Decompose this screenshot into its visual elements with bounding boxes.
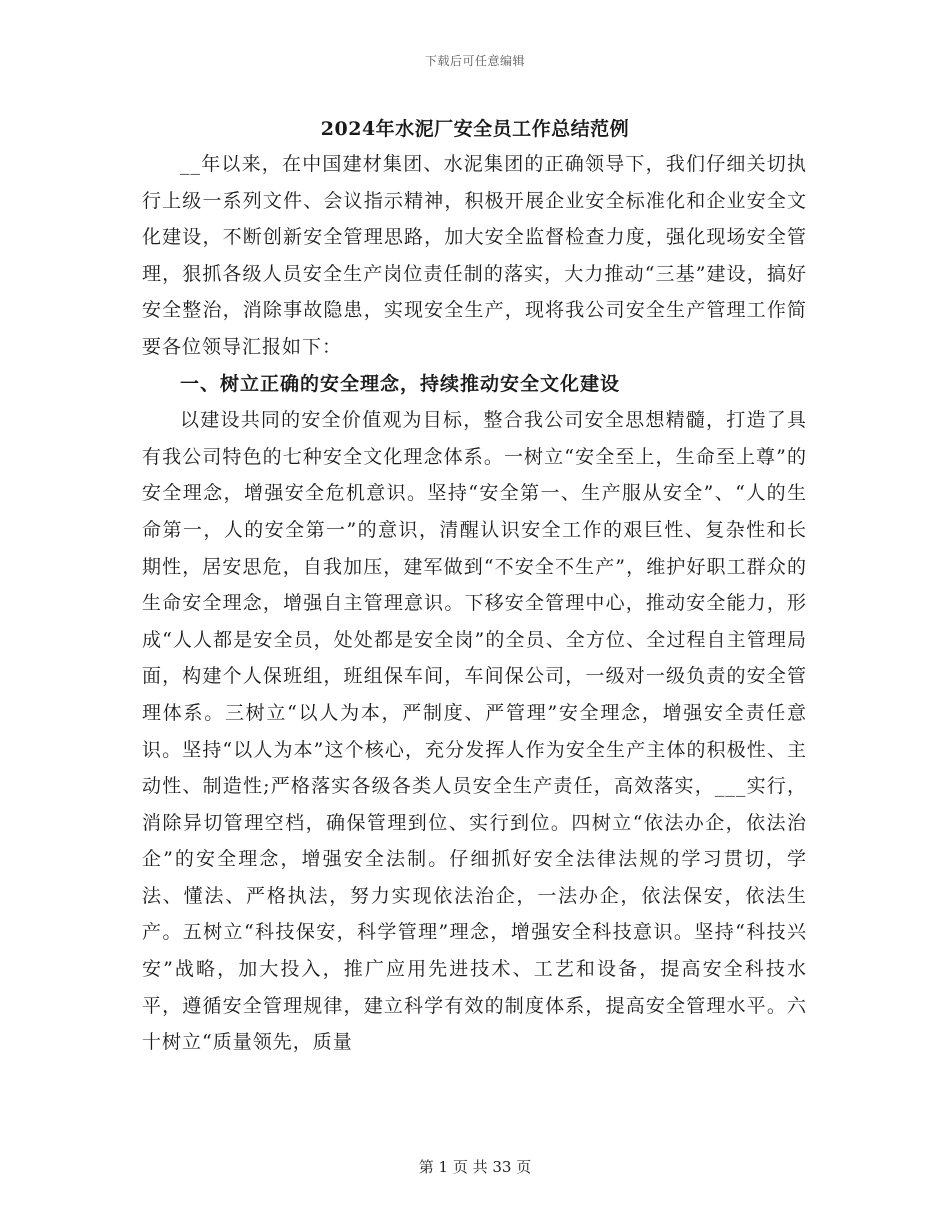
section-heading: 一、树立正确的安全理念，持续推动安全文化建设	[180, 372, 621, 395]
page-number: 第 1 页 共 33 页	[418, 1158, 532, 1176]
body-paragraph: 以建设共同的安全价值观为目标，整合我公司安全思想精髓，打造了具有我公司特色的七种安全文化理念体系。一树立“安全至上，生命至上尊”的安全理念，增强安全危机意识。坚持“安全第一、生产服从安全”、“人的生命第一，人的安全第一”的意识，清醒认识安全工作的艰巨性、复杂性和长期性，居安思危，自我加压，建军做到“不安全不生产”，维护好职工群众的生命安全理念，增强自主管理意识。下移安全管理中心，推动安全能力，形成“人人都是安全员，处处都是安全岗”的全员、全方位、全过程自主管理局面，构建个人保班组，班组保车间，车间保公司，一级对一级负责的安全管理体系。三树立“以人为本，严制度、严管理”安全理念，增强安全责任意识。坚持“以人为本”这个核心，充分发挥人作为安全生产主体的积极性、主动性、制造性;严格落实各级各类人员安全生产责任，高效落实，___实行，消除异切管理空档，确保管理到位、实行到位。四树立“依法办企，依法治企”的安全理念，增强安全法制。仔细抓好安全法律法规的学习贯切，学法、懂法、严格执法，努力实现依法治企，一法办企，依法保安，依法生产。五树立“科技保安，科学管理”理念，增强安全科技意识。坚持“科技兴安”战略，加大投入，推广应用先进技术、工艺和设备，提高安全科技水平，遵循安全管理规律，建立科学有效的制度体系，提高安全管理水平。六十树立“质量领先，质量	[142, 409, 807, 1054]
document-body	[142, 146, 807, 1061]
intro-paragraph: __年以来，在中国建材集团、水泥集团的正确领导下，我们仔细关切执行上级一系列文件、会议指示精神，积极开展企业安全标准化和企业安全文化建设，不断创新安全管理思路，加大安全监督检查力度，强化现场安全管理，狠抓各级人员安全生产岗位责任制的落实，大力推动“三基”建设，搞好安全整治，消除事故隐患，实现安全生产，现将我公司安全生产管理工作简要各位领导汇报如下：	[142, 153, 807, 358]
header-note: 下载后可任意编辑	[424, 54, 525, 68]
document-title: 2024年水泥厂安全员工作总结范例	[320, 118, 630, 140]
